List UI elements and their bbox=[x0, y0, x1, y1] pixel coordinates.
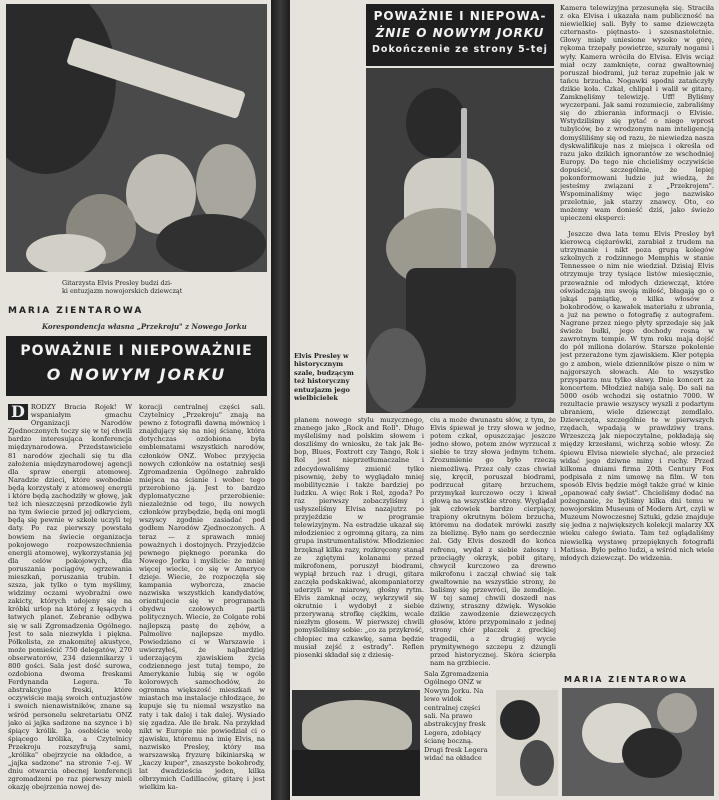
right-mid-column-1 bbox=[294, 416, 424, 686]
cont-title-line-2: ŻNIE O NOWYM JORKU bbox=[375, 26, 545, 40]
continuation-title bbox=[366, 4, 554, 66]
right-top-column-text: Kamera telewizyjna przesunęła się. Straciła z oka Elvisa i ukazała nam publiczność na niewielkiej sali. Były to same dziewczęta czternasto- piętnasto- i szesnastoletnie. Głowy miały uniesione wysoko w górę, rękoma trzepały powietrze, szurały nogami i wyły. Kamera wróciła do Elvisa. Elvis wciąż miał oczy zamknięte, coraz gwałtowniej poruszał biodrami, już teraz zupełnie jak w tańcu brzucha. Nogawki spodni zatańczyły dzikie koła. Czkał, chlipał i walił w gitarę. Zamknęliśmy telewizję. Uff! Byliśmy wyczerpani. Jak sami rozumiecie, zabraliśmy się do zbierania informacji o Elvisie. Wstydziliśmy się pytać o niego wprost tubylców, bo z wrodzonym nam inteligencją domyśliliśmy się od razu, że niewiedza nasza dyskwalifikuje nas z miejsca i określa od razu jako dzikich ignorantów ze wschodniej Europy. Do tego nie chcieliśmy oczywiście dopuścić, szczególnie, że lepiej pokonformowani ludzie już wiedzą, że jesteśmy związani z „Przekrojem". Wspominaliśmy więc jego nazwisko przelotnie, jak starzy znawcy. Oto, co możemy wam donieść dziś, jako świeżo upieczeni eksperci: bbox=[560, 4, 714, 223]
left-column-1 bbox=[8, 403, 132, 795]
article-title bbox=[6, 336, 267, 396]
right-mid-column-2 bbox=[430, 416, 556, 684]
right-side-column bbox=[560, 230, 714, 670]
photo-un-hall bbox=[292, 690, 420, 796]
left-column-2-text: koracji centralnej części sali. Czytelnicy „Przekroju" znają na pewno z fotografii dawną mównicę i znajdujący się na niej ścianę, która dotychczas ozdobiona była emblematami wszystkich narodów, członków ONZ. Wobec przyjęcia nowych członków na ostatniej sesji Zgromadzenia Ogólnego zabrakło miejsca na ścianie i wobec tego przerobiono ją. Jest to bardzo dyplomatyczne przerobienie: niezależnie od tego, ilu nowych członków przybędzie, będą oni mogli wszyscy zgodnie zasiadać pod godłem Narodów Zjednoczonych. A teraz — z sprawach mniej poważnych i dostojnych. Przyjedźcie pewnego pięknego poranka do Nowego Jorku i myślicie: że mniej więcej wiecie, co się w Ameryce dzieje. Wiecie, że rozpoczęła się kampania wyborcza, znacie nazwiska wszystkich kandydatów, orientujecie się w programach obydwu czołowych partii politycznych. Wiecie, że Colgate robi najlepszą pastę do zębów, a Palmolive najlepsze mydło. Powiedziano ci w Warszawie i uwierzyłeś, że najbardziej uderzającym zjawiskiem życia codziennego jest tutaj tempo, że Amerykanie lubią się w ogóle kolorowych samochodów, że ogromna większość mieszkań w miastach ma instalacje chłodzące, że kupuje się tu niemal wszystko na raty i tak dalej i tak dalej. Wysiado się zgadza. Ale ile brak. Na przykład nikt w Europie nie powiedział ci o zjawisku, któremu na imię Elvis, na nazwisko Presley, który ma warszawską fryzurę bikiniarską w „kaczy kuper", znaszyste bokobrody, lat dwadzieścia jeden, kilka olbrzymich Cadillaców, gitarę i jest wielkim ka- bbox=[139, 403, 265, 792]
photo-caption: Gitarzysta Elvis Presley budzi dzi- ki entuzjazm nowojorskich dziewcząt bbox=[62, 279, 183, 296]
elvis-photo-caption: Elvis Presley w historycznym szale, budzącym też historyczny entuzjazm jego wielbicielek bbox=[294, 352, 354, 403]
correspondence-line: Korespondencja własna „Przekroju" z Nowego Jorku bbox=[42, 322, 247, 331]
page-gutter bbox=[271, 0, 290, 800]
left-page bbox=[0, 0, 271, 800]
author-name: MARIA ZIENTAROWA bbox=[8, 306, 144, 316]
photo-leger-fresco bbox=[496, 690, 558, 796]
title-line-1: POWAŻNIE I NIEPOWAŻNIE bbox=[20, 343, 253, 359]
cont-title-line-1: POWAŻNIE I NIEPOWA- bbox=[373, 9, 547, 23]
left-column-1-text: RODZY Bracia Rojek! W wspaniałym gmachu Organizacji Narodów Zjednoczonych toczy się w tej chwili bardzo interesująca konferencja międzynarodowa. Przedstawiciele 81 narodów zjechali się tu dla założenia międzynarodowej agencji dla spraw energii atomowej. Naradzie dzieci, które swobodnie będą korzystały z atomowej energii i które będą zachodziły w głowę, jak też ich nieszczęsni przodkowie żyli na tym świecie przed jej odkryciem, będą się pewnie w szkole uczyli tej daty. Po raz pierwszy powstała bowiem na świecie organizacja pokojowego rozpowszechnienia energii atomowej, wykorzystania jej dla celów pokojowych, dla poruszania pociągów, ogrzewania mieszkań, poruszania trubin. I szsza, jak tylko o tym myślimy, widzimy oczami wyobraźni owe zakicty, których udojeny się na króbki urlop na której z łęsących i łatwych planet. Zebranie odbywa się w sali Zgromadzenia Ogólnego. Jest to sala niezwykła i piękna. Półkolista, ze znakomitej akustyce, może pomieścić 750 delegatów, 270 obserwatorów, 234 dziennikarzy i 800 gości. Sala jest dość surowa, ozdobiona dwoma freskami Ferdynanda Legera. Te abstrakcyjne freski, które oczywiście mają swoich entuzjastów i swoich nienawistników, znane są wśród personelu sekretariatu ONZ jako ai jajka sadzone na szynce i b) śpiący królik. Ja osobiście wolę śpiącego królika, a Czytelnicy Przekroju rozszyfrują sami, „królika" obejrzycie na okładce, a „jajka sadzone" na stronie 7-ej. W dniu otwarcia obecnej konferencji zgromadzeni po raz pierwszy mieli okazję obejrzenia nowej de- bbox=[8, 403, 132, 792]
photo-girls-screaming bbox=[6, 4, 267, 272]
right-page bbox=[290, 0, 719, 800]
title-line-2: O NOWYM JORKU bbox=[46, 365, 227, 384]
right-side-column-text: Jeszcze dwa lata temu Elvis Presley był kierowcą ciężarówki, zarabiał z trudem na utrzymanie i nikt poza grupą kolegów szkolnych z rodzinnego Memphis w stanie Tennessee o nim nie wiedział. Dzisiaj Elvis otrzymuje trzy tysiące listów miesięcznie, przeważnie od młodych dziewcząt, które oświadczają mu swoją miłość, błagają go o jakąś pamiątkę, o kilka włosów z bokobrodów, o kawałek materiału z ubrania, a już na pewno o fotografię z autografem. Nagrane przez niego płyty sprzedaje się jak świeże bułki, jego dochody rosną w zawrotnym tempie. W tym roku mają dojść do pół miliona dolarów. Starsze pokolenie jest przerażone tym zjawiskiem. Kler potępia go z ambon, wiele dzienników pisze o nim w najgorszych słowach. Ale to wszystko przysparza mu tylko sławy. Dnie koncert za koncertem. Młodzież nabija salę. Do sali na 5000 osób wchodzi się ostatnio 7000. W rezultacie prawie wszyscy wyszli z podartym ubraniem, wiele dziewcząt zemdlało. Dziewczęta, szczególnie te w pierwszych rzędach, wpadają w prawdziwy trans. Wrzeszczą jak niepoczytalne, pokładają się między krzesłami, wichrzą sobie włosy. Ze śpiewu Elvisa niewiele słychać, ale przecież widać jego dziwne miny i ruchy. Przed kilkoma dniami firma 20th Century Fox podpisała z nim umowę na film. W ten sposób Elvis będzie mógł także grać w kinie „opanować cały świat". Chcieliśmy dodać na pożegnanie, że byliśmy kilka dni temu w nowojorskim Museum of Modern Art, czyli w Muzeum Nowoczesnej Sztuki, gdzie znajduje się jedna z największych kolekcji malarzy XX wieku całego świata. Tam też oglądaliśmy niewielką wystawę przepięknych fotografii Matissa. Było pełno ludzi, a wśród nich wiele młodych dziewcząt. Do widzenia. bbox=[560, 230, 714, 562]
right-top-column bbox=[560, 4, 714, 229]
right-mid-column-1-text: płanem nowego stylu muzycznego, znanego jako „Rock and Roll". Długo myśleliśmy nad polskim słowem i doszliśmy do wniosku, że tak jak Be-bop, Blues, Foxtrott czy Tango, Rok i Rol jest nieprzetłumaczalne i zdecydowaliśmy zmienić tylko pisownię, żeby to wyglądało mniej mobilitycznie i także bardziej po ludzku. A więc Rok i Rol, zgoda? Po raz pierwszy zobaczyliśmy i usłyszeliśmy Elvisa nazajutrz po przyjeździe w programie telewizyjnym. Na estradzie ukazał się młodzieniec z ogromną gitarą, za nim grupa instrumentalistów. Młodzieniec brzęknął kilka razy, rozkręcony stanął ze zgiętymi kolanami przed mikrofonem, poruszył biodrami, wypiął brzuch raz i drugi, gitara zaczęła podskakiwać, akompaniatorzy uderzyli w miarowy, głośny rytm. Elvis zamknął oczy, wykrzywił się okrutnie i wydobył z siebie przerywaną strofkę ciężkim, wcale niezłym głosem. W pierwszej chwili pomyśleliśmy sobie: „co za przykrość, chłopiec ma czkawkę, sama będzie musiał zejść z estrady". Reflen piosenki składał się z dziesię- bbox=[294, 416, 424, 659]
cont-subtitle: Dokończenie ze strony 5-tej bbox=[372, 44, 548, 55]
left-column-2 bbox=[139, 403, 265, 795]
photo-abstract-painting bbox=[562, 688, 714, 796]
right-author-name: MARIA ZIENTAROWA bbox=[564, 675, 688, 684]
hall-caption: Sala Zgromadzenia Ogólnego ONZ w Nowym Jorku. Na lewo widok centralnej części sali. Na prawo abstrakcyjny fresk Legera, zdobiący ścianę boczną. Drugi fresk Legera widać na okładce bbox=[424, 670, 489, 763]
right-mid-column-2-text: ciu a może dwunastu słów, z tym, że Elvis śpiewał je trzy słowa w jedno, potem czkał, opuszczając jeszcze jedno słowo, potem znów wyrzucał z siebie te trzy słowa jednym tchem. Zrozumienie go było rzeczą niemożliwą. Przez cały czas chwiał się, kręcił, poruszał biodrami, podrzucał gitarę brzuchem, przymykał kurczowo oczy i kiwał głową na wszystkie strony. Wyglądał jak człowiek bardzo cierpiący, trapiony okrutnym bólem brzucha, któremu na dodatek mrówki zaszły za bieliznę. Było nam go serdecznie żal. Gdy Elvis doszedł do końca refrenu, wydał z siebie żałosny i przeciągły okrzyk, pobił gitarę, chwycił kurczowo za drewno mikrofonu i zaczął chwiać się tak gwałtownie na wszystkie strony, że baliśmy się przewróci, ile zemdleje. W tej samej chwili doszedł nas dziwny, straszny dźwięk. Wysokie dzikie zawodzenie dziewczęcych głosów, które przypominało z jednej strony chór płaczek z greckiej tragedii, a z drugiej wycie prymitywnego szczepu z dżungli przed historycznej. Skóra ścierpła nam na grzbiecie. bbox=[430, 416, 556, 667]
photo-elvis-guitar bbox=[366, 68, 554, 413]
drop-cap: D bbox=[8, 404, 28, 420]
